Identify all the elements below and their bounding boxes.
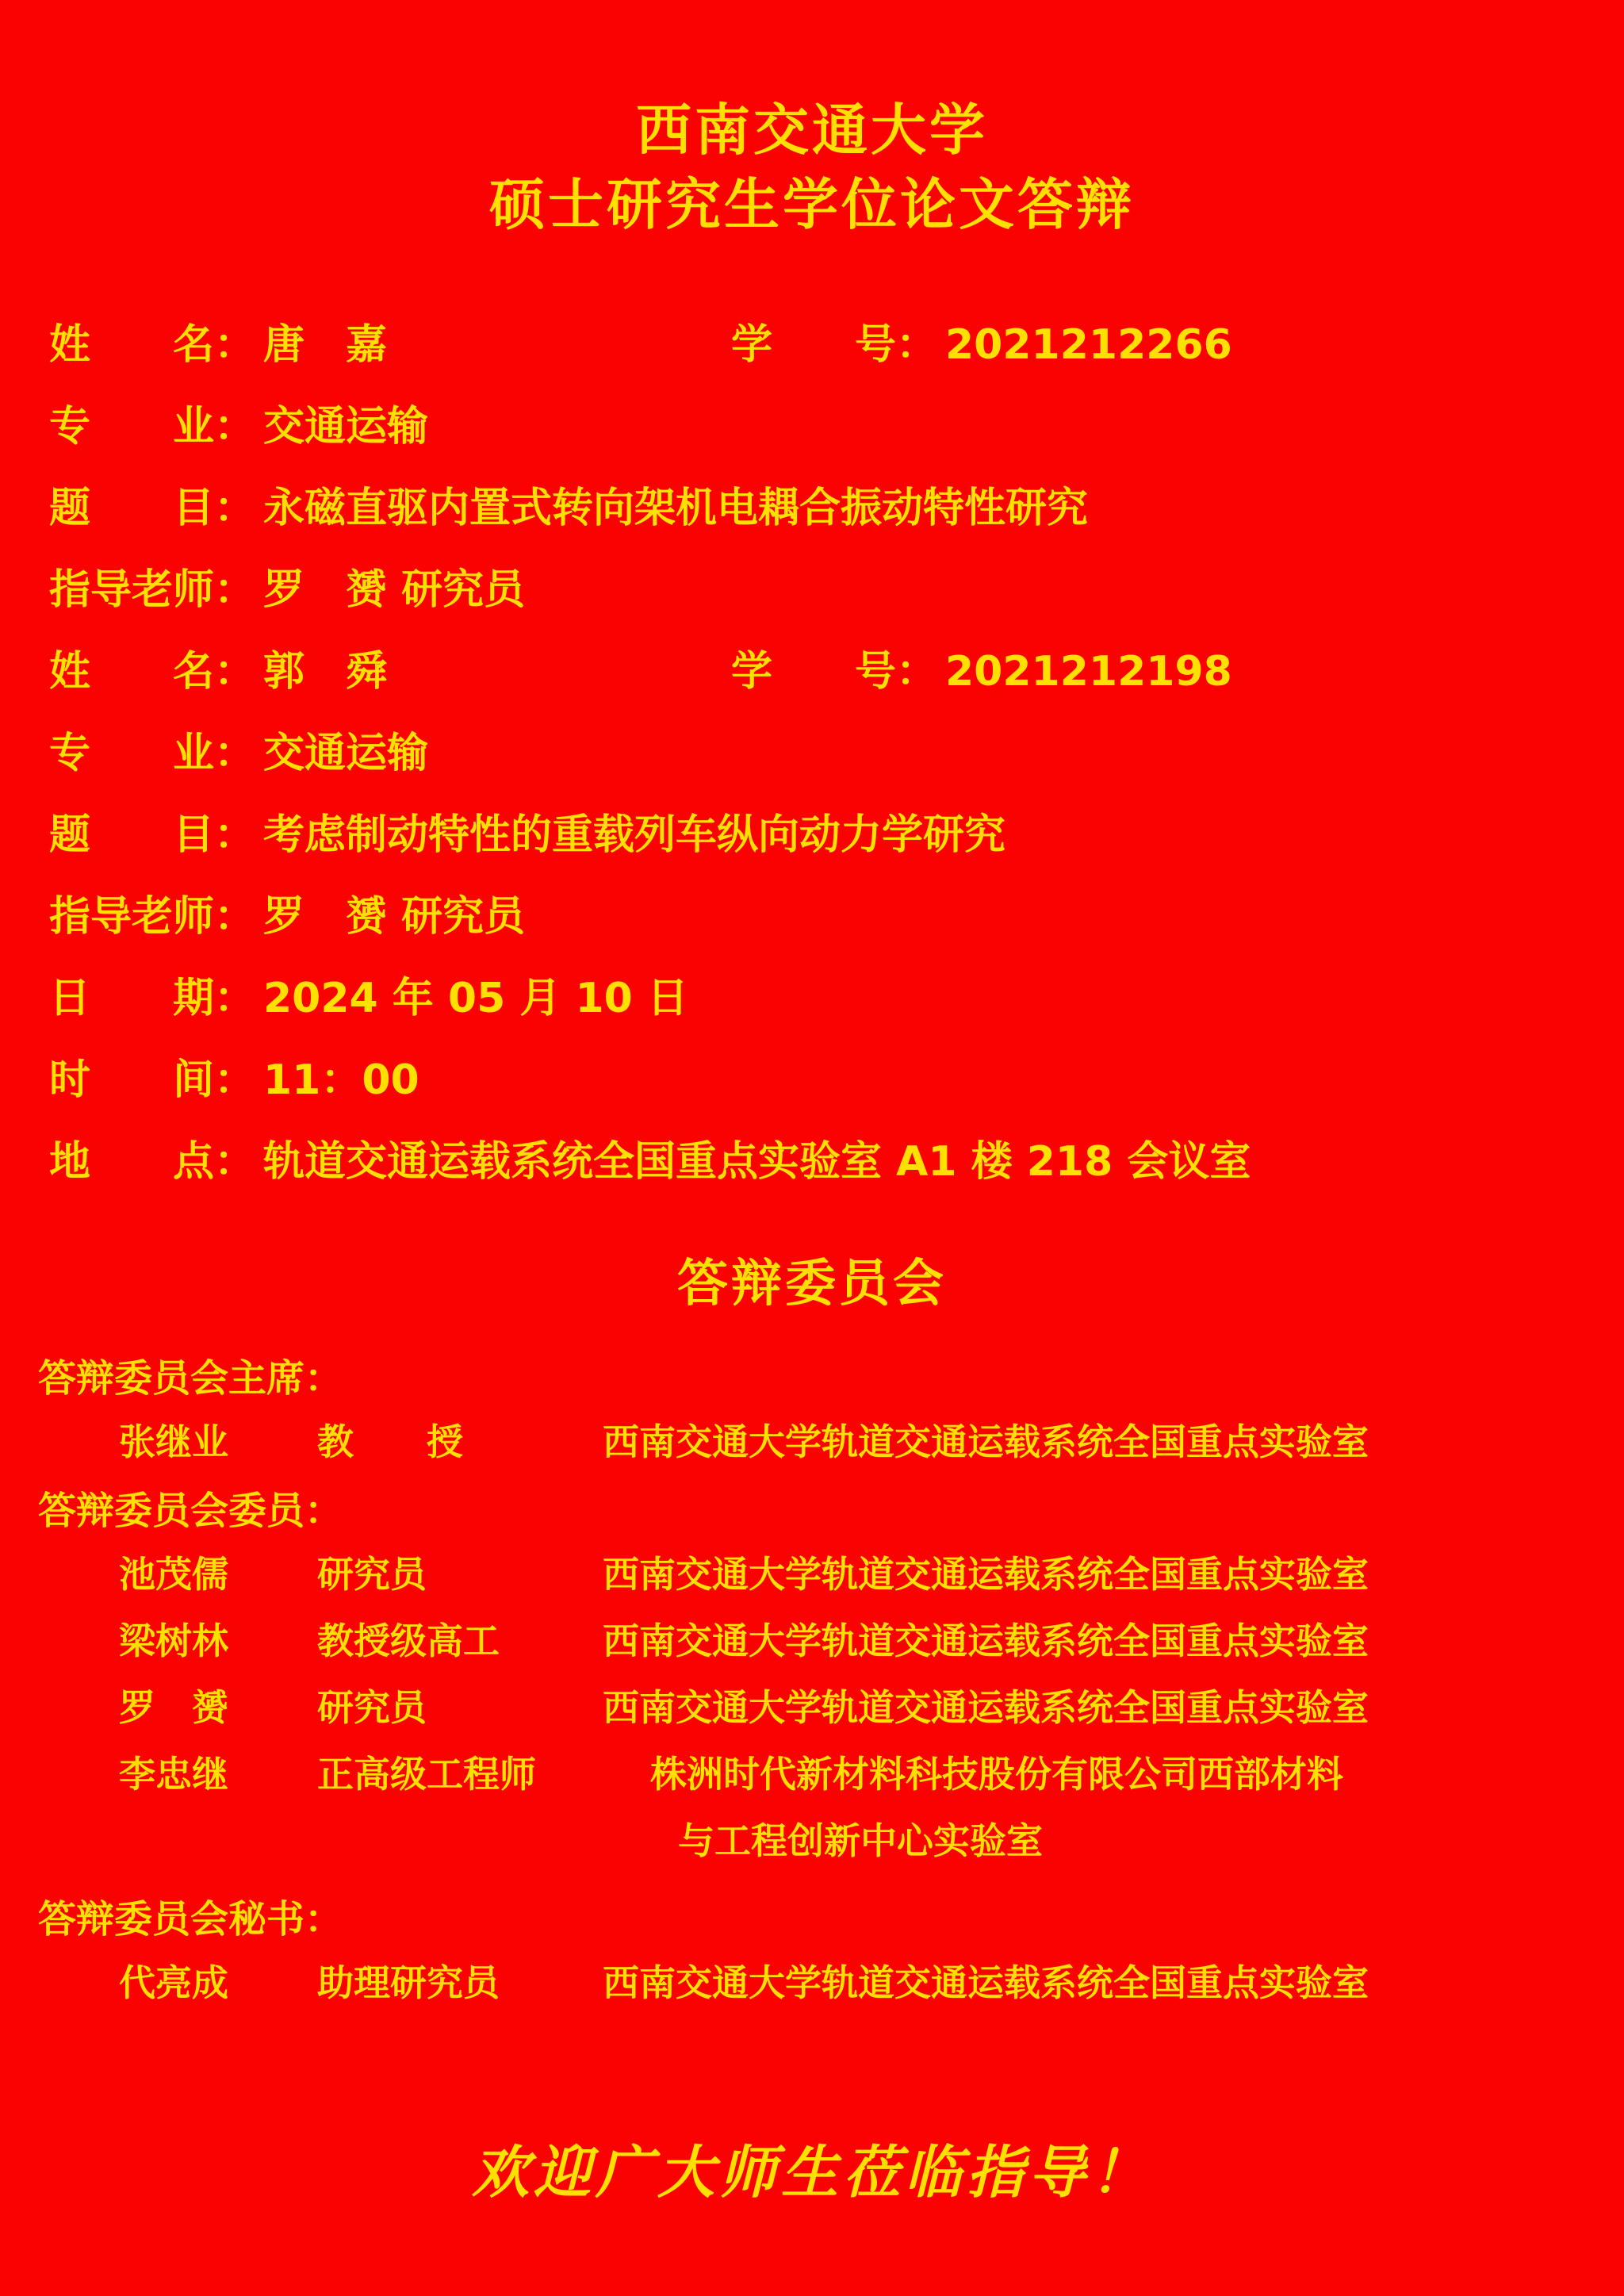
- member-2-title: 教授级高工: [317, 1619, 500, 1662]
- date-row: [49, 964, 1592, 1024]
- welcome-message: 欢迎广大师生莅临指导！: [471, 2138, 1152, 2206]
- secretary-title: 助理研究员: [317, 1961, 500, 2004]
- member-1-name: 池茂儒: [119, 1552, 228, 1596]
- student-2-id-value: 2021212198: [945, 647, 1232, 696]
- student-1-name-value: 唐 嘉: [263, 320, 388, 369]
- student-2-major-label: 专 业：: [49, 729, 256, 777]
- student-1-topic-row: [49, 474, 1592, 534]
- committee-member-row: [0, 1679, 1624, 1731]
- poster-header: [0, 0, 1624, 243]
- place-label: 地 点：: [49, 1137, 256, 1186]
- university-name: 西南交通大学: [636, 98, 988, 163]
- student-1-name-label: 姓 名：: [49, 320, 256, 369]
- student-1-advisor-value: 罗 赟 研究员: [263, 565, 526, 614]
- member-4-affiliation: 株洲时代新材料科技股份有限公司西部材料: [650, 1752, 1343, 1796]
- member-2-affiliation: 西南交通大学轨道交通运载系统全国重点实验室: [603, 1619, 1369, 1662]
- place-value: 轨道交通运载系统全国重点实验室 A1 楼 218 会议室: [263, 1137, 1251, 1186]
- committee-secretary-row: [0, 1954, 1624, 2007]
- member-2-name: 梁树林: [119, 1619, 228, 1662]
- committee-chair-row: [0, 1413, 1624, 1466]
- student-2-topic-row: [49, 801, 1592, 861]
- student-2-id-label: 学 号：: [731, 647, 938, 696]
- student-2-major-row: [49, 719, 1592, 779]
- student-2-advisor-label: 指导老师：: [49, 892, 256, 941]
- chair-name: 张继业: [119, 1420, 228, 1463]
- student-2-major-value: 交通运输: [263, 729, 429, 777]
- member-1-title: 研究员: [317, 1552, 427, 1596]
- member-4-name: 李忠继: [119, 1752, 228, 1796]
- student-1-topic-label: 题 目：: [49, 484, 256, 532]
- committee-member-row: [0, 1612, 1624, 1665]
- time-label: 时 间：: [49, 1056, 256, 1104]
- poster-title: 硕士研究生学位论文答辩: [489, 171, 1135, 237]
- committee-chair-heading: 答辩委员会主席：: [38, 1355, 343, 1401]
- student-1-name-row: [49, 311, 1592, 370]
- chair-affiliation: 西南交通大学轨道交通运载系统全国重点实验室: [603, 1420, 1369, 1463]
- student-1-id-value: 2021212266: [945, 320, 1232, 369]
- committee-title: 答辩委员会: [677, 1254, 947, 1313]
- member-3-title: 研究员: [317, 1685, 427, 1729]
- committee-secretary-heading: 答辩委员会秘书：: [38, 1896, 343, 1941]
- committee-member-row: [0, 1546, 1624, 1598]
- member-4-title: 正高级工程师: [317, 1752, 536, 1796]
- member-4-affiliation-line2: 与工程创新中心实验室: [678, 1819, 1043, 1862]
- student-2-name-value: 郭 舜: [263, 647, 388, 696]
- student-1-major-value: 交通运输: [263, 402, 429, 450]
- student-2-advisor-value: 罗 赟 研究员: [263, 892, 526, 941]
- date-label: 日 期：: [49, 974, 256, 1022]
- student-1-advisor-label: 指导老师：: [49, 565, 256, 614]
- student-1-major-row: [49, 393, 1592, 452]
- committee-members-heading: 答辩委员会委员：: [38, 1488, 343, 1533]
- member-1-affiliation: 西南交通大学轨道交通运载系统全国重点实验室: [603, 1552, 1369, 1596]
- time-value: 11：00: [263, 1056, 419, 1104]
- time-row: [49, 1046, 1592, 1106]
- chair-title: 教 授: [317, 1420, 463, 1463]
- secretary-affiliation: 西南交通大学轨道交通运载系统全国重点实验室: [603, 1961, 1369, 2004]
- student-1-major-label: 专 业：: [49, 402, 256, 450]
- student-2-topic-value: 考虑制动特性的重载列车纵向动力学研究: [263, 811, 1006, 859]
- student-1-id-label: 学 号：: [731, 320, 938, 369]
- date-value: 2024 年 05 月 10 日: [263, 974, 688, 1022]
- student-1-topic-value: 永磁直驱内置式转向架机电耦合振动特性研究: [263, 484, 1089, 532]
- student-2-name-row: [49, 638, 1592, 697]
- secretary-name: 代亮成: [119, 1961, 228, 2004]
- committee-member-row: [0, 1746, 1624, 1798]
- member-3-affiliation: 西南交通大学轨道交通运载系统全国重点实验室: [603, 1685, 1369, 1729]
- student-info-block: [0, 311, 1624, 1187]
- student-2-name-label: 姓 名：: [49, 647, 256, 696]
- place-row: [49, 1128, 1592, 1187]
- student-2-advisor-row: [49, 883, 1592, 942]
- member-3-name: 罗 赟: [119, 1685, 228, 1729]
- student-2-topic-label: 题 目：: [49, 811, 256, 859]
- student-1-advisor-row: [49, 556, 1592, 615]
